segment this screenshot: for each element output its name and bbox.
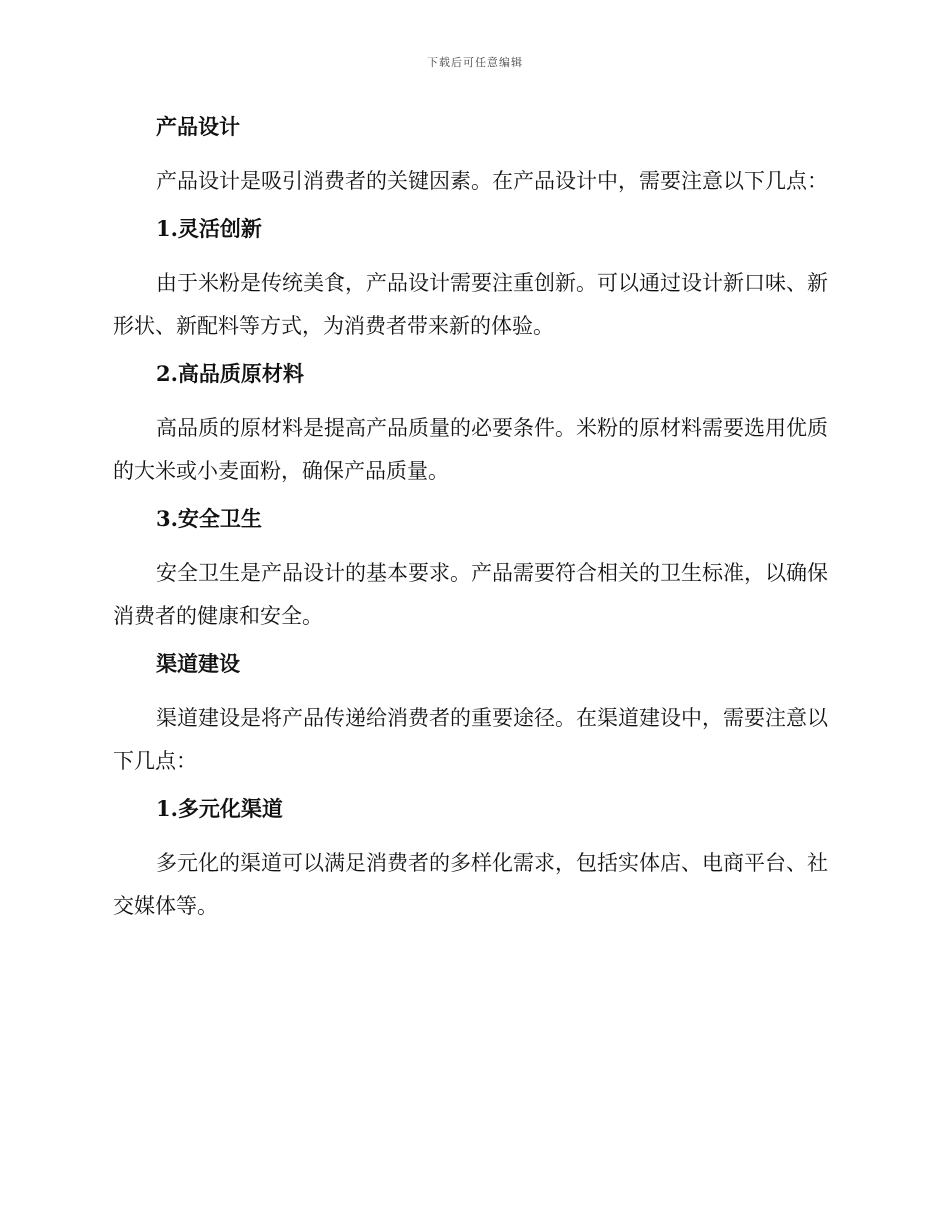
document-body [113,108,833,935]
paragraph-channel-building-intro: 渠道建设是将产品传递给消费者的重要途径。在渠道建设中，需要注意以下几点： [113,706,828,773]
paragraph-product-design-intro: 产品设计是吸引消费者的关键因素。在产品设计中，需要注意以下几点： [156,169,828,193]
paragraph-diversified-channels: 多元化的渠道可以满足消费者的多样化需求，包括实体店、电商平台、社交媒体等。 [113,851,828,918]
paragraph-quality-materials: 高品质的原材料是提高产品质量的必要条件。米粉的原材料需要选用优质的大米或小麦面粉，确保产品质量。 [113,416,828,483]
paragraph-safety-hygiene: 安全卫生是产品设计的基本要求。产品需要符合相关的卫生标准，以确保消费者的健康和安全。 [113,561,828,628]
subheading-flexible-innovation: 1.灵活创新 [156,216,262,241]
page-header: 下载后可任意编辑 [427,56,523,69]
paragraph-flexible-innovation: 由于米粉是传统美食，产品设计需要注重创新。可以通过设计新口味、新形状、新配料等方式，为消费者带来新的体验。 [113,271,828,338]
section-heading-product-design: 产品设计 [156,114,240,139]
subheading-quality-materials: 2.高品质原材料 [156,361,304,386]
subheading-safety-hygiene: 3.安全卫生 [156,506,262,531]
section-heading-channel-building: 渠道建设 [156,651,240,676]
subheading-diversified-channels: 1.多元化渠道 [156,796,283,821]
